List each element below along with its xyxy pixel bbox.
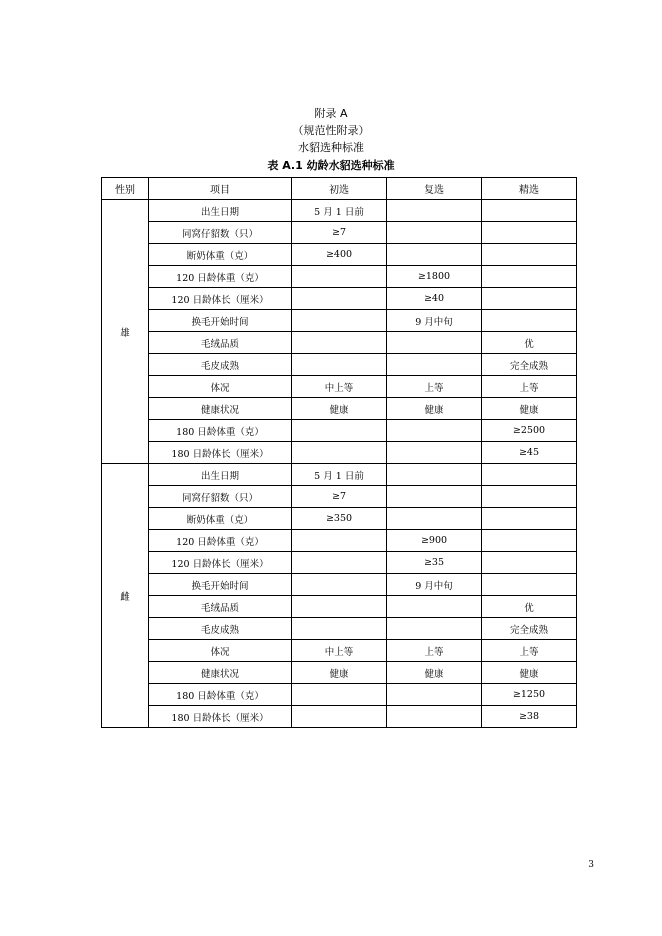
table-row [102,222,577,244]
initial-selection-cell: ≥7 [292,222,387,244]
final-selection-cell: ≥38 [482,706,577,728]
initial-selection-cell: 5 月 1 日前 [292,464,387,486]
item-cell: 断奶体重（克） [149,244,292,266]
re-selection-cell [387,442,482,464]
initial-selection-cell [292,706,387,728]
initial-selection-cell [292,288,387,310]
appendix-type: （规范性附录） [292,124,370,137]
item-cell: 健康状况 [149,662,292,684]
item-cell: 出生日期 [149,464,292,486]
item-cell: 180 日龄体重（克） [149,684,292,706]
re-selection-cell: 上等 [387,376,482,398]
final-selection-cell: 健康 [482,398,577,420]
table-row [102,640,577,662]
initial-selection-cell: 健康 [292,662,387,684]
initial-selection-cell [292,266,387,288]
re-selection-cell [387,508,482,530]
table-row [102,376,577,398]
final-selection-cell: 完全成熟 [482,354,577,376]
table-row [102,684,577,706]
item-cell: 120 日龄体重（克） [149,266,292,288]
item-cell: 换毛开始时间 [149,574,292,596]
final-selection-cell [482,486,577,508]
item-cell: 毛绒品质 [149,332,292,354]
re-selection-cell [387,464,482,486]
item-cell: 同窝仔貂数（只） [149,486,292,508]
appendix-heading: 附录 A [314,107,348,120]
re-selection-cell: 健康 [387,662,482,684]
table-row [102,266,577,288]
re-selection-cell [387,706,482,728]
final-selection-cell [482,222,577,244]
table-row [102,596,577,618]
item-cell: 180 日龄体重（克） [149,420,292,442]
re-selection-cell: 9 月中旬 [387,574,482,596]
item-cell: 180 日龄体长（厘米） [149,442,292,464]
table-row [102,420,577,442]
header-initial-selection: 初选 [292,178,387,200]
header-re-selection: 复选 [387,178,482,200]
re-selection-cell [387,354,482,376]
final-selection-cell [482,244,577,266]
page-number: 3 [588,860,594,870]
re-selection-cell [387,684,482,706]
sex-cell: 雄 [102,200,149,464]
re-selection-cell [387,618,482,640]
re-selection-cell: ≥35 [387,552,482,574]
re-selection-cell: 上等 [387,640,482,662]
table-row [102,354,577,376]
table-row [102,332,577,354]
initial-selection-cell [292,530,387,552]
table-row [102,200,577,222]
table-row [102,464,577,486]
table-row [102,442,577,464]
item-cell: 换毛开始时间 [149,310,292,332]
item-cell: 断奶体重（克） [149,508,292,530]
female-group [102,464,577,728]
re-selection-cell [387,244,482,266]
table-header-row [102,178,577,200]
item-cell: 出生日期 [149,200,292,222]
initial-selection-cell [292,596,387,618]
initial-selection-cell: 5 月 1 日前 [292,200,387,222]
final-selection-cell [482,310,577,332]
table-title: 表 A.1 幼龄水貂选种标准 [267,159,395,172]
table-row [102,662,577,684]
table-row [102,398,577,420]
table-row [102,552,577,574]
re-selection-cell [387,200,482,222]
initial-selection-cell: ≥7 [292,486,387,508]
re-selection-cell [387,332,482,354]
initial-selection-cell [292,354,387,376]
final-selection-cell [482,288,577,310]
initial-selection-cell [292,684,387,706]
final-selection-cell: ≥45 [482,442,577,464]
table-row [102,508,577,530]
final-selection-cell [482,266,577,288]
final-selection-cell: ≥1250 [482,684,577,706]
appendix-title: 水貂选种标准 [298,141,364,154]
item-cell: 180 日龄体长（厘米） [149,706,292,728]
re-selection-cell: 9 月中旬 [387,310,482,332]
re-selection-cell [387,420,482,442]
re-selection-cell [387,486,482,508]
initial-selection-cell [292,442,387,464]
initial-selection-cell: 中上等 [292,376,387,398]
final-selection-cell: 完全成熟 [482,618,577,640]
item-cell: 毛皮成熟 [149,354,292,376]
table-row [102,486,577,508]
initial-selection-cell [292,552,387,574]
initial-selection-cell [292,574,387,596]
item-cell: 毛绒品质 [149,596,292,618]
male-group [102,200,577,464]
selection-standard-table [101,177,577,728]
table-row [102,530,577,552]
table-row [102,310,577,332]
final-selection-cell: 健康 [482,662,577,684]
re-selection-cell [387,596,482,618]
final-selection-cell [482,508,577,530]
final-selection-cell [482,574,577,596]
item-cell: 120 日龄体重（克） [149,530,292,552]
final-selection-cell [482,530,577,552]
final-selection-cell: 优 [482,332,577,354]
item-cell: 健康状况 [149,398,292,420]
table-row [102,288,577,310]
re-selection-cell: 健康 [387,398,482,420]
final-selection-cell: 优 [482,596,577,618]
table-row [102,244,577,266]
initial-selection-cell: 中上等 [292,640,387,662]
final-selection-cell [482,464,577,486]
sex-cell: 雌 [102,464,149,728]
final-selection-cell: 上等 [482,376,577,398]
header-sex: 性别 [102,178,149,200]
initial-selection-cell [292,310,387,332]
initial-selection-cell [292,332,387,354]
re-selection-cell: ≥1800 [387,266,482,288]
final-selection-cell: 上等 [482,640,577,662]
header-item: 项目 [149,178,292,200]
initial-selection-cell: ≥400 [292,244,387,266]
table-row [102,618,577,640]
item-cell: 毛皮成熟 [149,618,292,640]
table-row [102,706,577,728]
final-selection-cell [482,552,577,574]
header-final-selection: 精选 [482,178,577,200]
re-selection-cell: ≥40 [387,288,482,310]
initial-selection-cell [292,420,387,442]
initial-selection-cell: 健康 [292,398,387,420]
table-row [102,574,577,596]
item-cell: 120 日龄体长（厘米） [149,288,292,310]
final-selection-cell [482,200,577,222]
initial-selection-cell: ≥350 [292,508,387,530]
re-selection-cell [387,222,482,244]
item-cell: 体况 [149,376,292,398]
item-cell: 体况 [149,640,292,662]
initial-selection-cell [292,618,387,640]
final-selection-cell: ≥2500 [482,420,577,442]
re-selection-cell: ≥900 [387,530,482,552]
item-cell: 120 日龄体长（厘米） [149,552,292,574]
item-cell: 同窝仔貂数（只） [149,222,292,244]
